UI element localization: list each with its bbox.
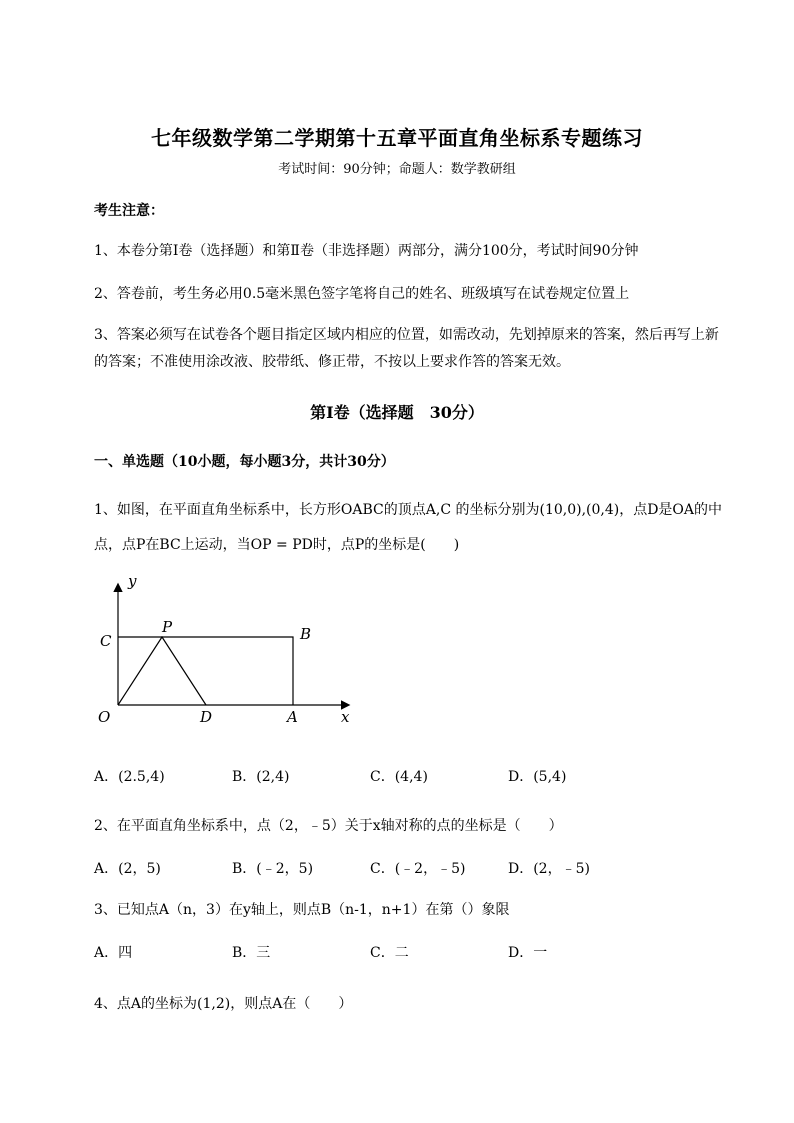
label-p: P — [162, 618, 173, 636]
q2-option-c[interactable]: C．(﹣2，﹣5) — [370, 861, 466, 877]
q1-option-c[interactable]: C．(4,4) — [370, 769, 428, 785]
question-2-stem: 2、在平面直角坐标系中，点（2，﹣5）关于x轴对称的点的坐标是（ ） — [94, 818, 563, 834]
rectangle-oabc — [118, 637, 293, 705]
q3-option-d[interactable]: D．一 — [508, 945, 548, 961]
label-a: A — [287, 708, 298, 726]
q2-option-a[interactable]: A．(2，5) — [94, 861, 161, 877]
notice-heading: 考生注意： — [94, 203, 164, 219]
label-y: y — [128, 572, 137, 590]
q3-option-b[interactable]: B．三 — [232, 945, 271, 961]
label-c: C — [100, 632, 112, 650]
question-3-stem: 3、已知点A（n，3）在y轴上，则点B（n-1，n+1）在第（）象限 — [94, 902, 510, 918]
label-x: x — [341, 708, 350, 726]
q1-option-a[interactable]: A．(2.5,4) — [94, 769, 165, 785]
notice-item-3-line-1: 3、答案必须写在试卷各个题目指定区域内相应的位置，如需改动，先划掉原来的答案，然后再写上新 — [94, 327, 719, 343]
q1-option-b[interactable]: B．(2,4) — [232, 769, 290, 785]
page-title: 七年级数学第二学期第十五章平面直角坐标系专题练习 — [151, 126, 643, 150]
triangle-opd — [118, 637, 206, 705]
question-1-line-2: 点，点P在BC上运动，当OP = PD时，点P的坐标是( ) — [94, 537, 460, 553]
question-1-figure — [90, 570, 370, 740]
q2-option-d[interactable]: D．(2，﹣5) — [508, 861, 590, 877]
q3-option-a[interactable]: A．四 — [94, 945, 133, 961]
section-title: 第Ⅰ卷（选择题 30分） — [310, 403, 484, 422]
label-b: B — [300, 625, 312, 643]
label-d: D — [200, 708, 213, 726]
notice-item-2: 2、答卷前，考生务必用0.5毫米黑色签字笔将自己的姓名、班级填写在试卷规定位置上 — [94, 286, 630, 302]
notice-item-3-line-2: 的答案；不准使用涂改液、胶带纸、修正带，不按以上要求作答的答案无效。 — [94, 354, 570, 370]
q1-option-d[interactable]: D．(5,4) — [508, 769, 567, 785]
notice-item-1: 1、本卷分第Ⅰ卷（选择题）和第Ⅱ卷（非选择题）两部分，满分100分，考试时间90分钟 — [94, 243, 639, 259]
question-4-stem: 4、点A的坐标为(1,2)，则点A在（ ） — [94, 996, 353, 1012]
q2-option-b[interactable]: B．(﹣2，5) — [232, 861, 314, 877]
label-o: O — [98, 708, 111, 726]
part-title: 一、单选题（10小题，每小题3分，共计30分） — [94, 454, 395, 470]
exam-info: 考试时间：90分钟；命题人：数学教研组 — [278, 162, 516, 177]
q3-option-c[interactable]: C．二 — [370, 945, 409, 961]
question-1-line-1: 1、如图，在平面直角坐标系中，长方形OABC的顶点A,C 的坐标分别为(10,0),(0,4)，点D是OA的中 — [94, 502, 723, 518]
